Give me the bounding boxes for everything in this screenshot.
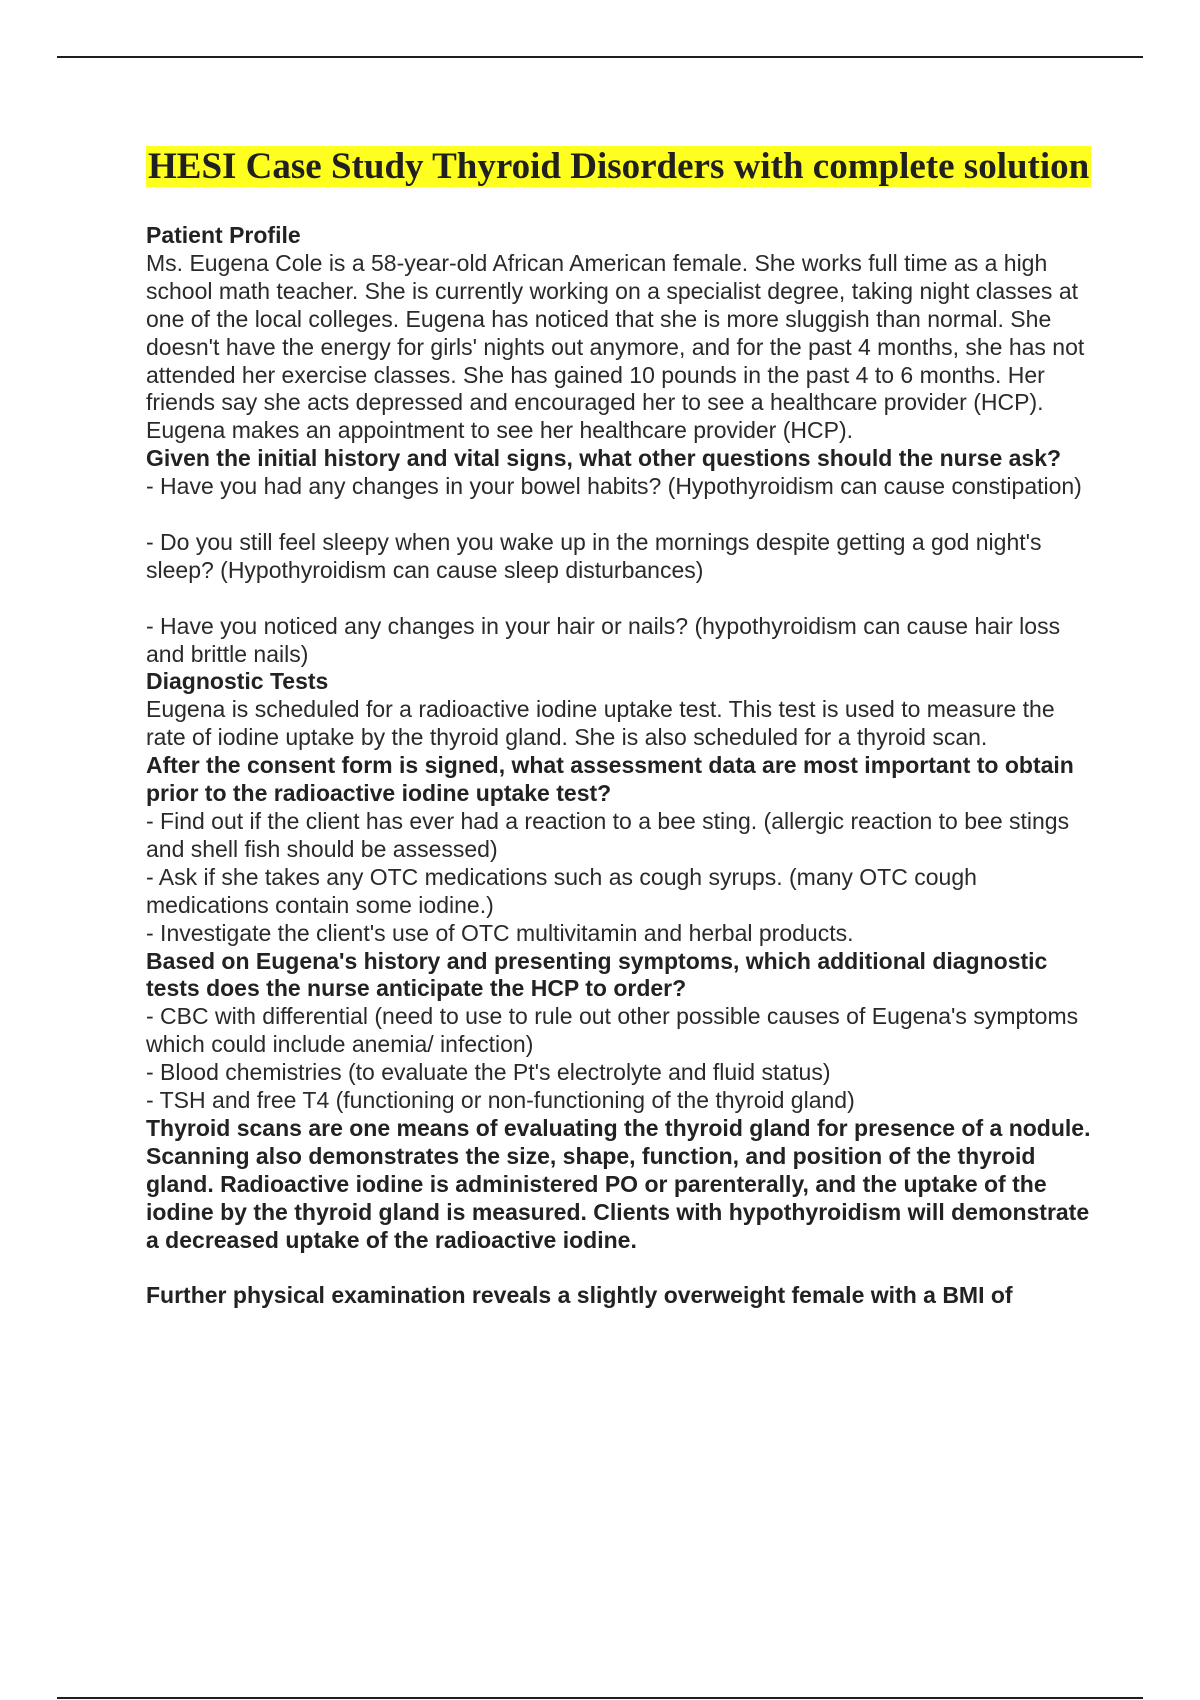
spacer (146, 1255, 1096, 1283)
question-additional-tests: Based on Eugena's history and presenting symptoms, which additional diagnostic tests does the nurse anticipate the HCP to order? (146, 947, 1048, 1002)
bottom-rule (57, 1697, 1143, 1699)
diagnostic-tests-paragraph: Eugena is scheduled for a radioactive iodine uptake test. This test is used to measure the rate of iodine uptake by the thyroid gland. She is also scheduled for a thyroid scan. (146, 696, 1055, 751)
answer-blood-chemistries: - Blood chemistries (to evaluate the Pt's electrolyte and fluid status) (146, 1059, 831, 1086)
answer-otc-medications: - Ask if she takes any OTC medications such as cough syrups. (many OTC cough medications contain some iodine.) (146, 863, 977, 918)
section-heading-diagnostic-tests: Diagnostic Tests (146, 668, 329, 695)
top-rule (57, 56, 1143, 58)
thyroid-scan-paragraph: Thyroid scans are one means of evaluating the thyroid gland for presence of a nodule. Scanning also demonstrates the size, shape, function, and position of the thyroid gland. Radioactive iodine is administered PO or parenterally, and the uptake of the iodine by the thyroid gland is measured. Clients with hypothyroidism will demonstrate a decreased uptake of the radioactive iodine. (146, 1114, 1091, 1253)
answer-cbc: - CBC with differential (need to use to rule out other possible causes of Eugena's symptoms which could include anemia/ infection) (146, 1003, 1079, 1058)
answer-hair-nails: - Have you noticed any changes in your hair or nails? (hypothyroidism can cause hair loss and brittle nails) (146, 612, 1061, 667)
spacer (146, 585, 1096, 613)
spacer (146, 501, 1096, 529)
patient-profile-paragraph: Ms. Eugena Cole is a 58-year-old African American female. She works full time as a high school math teacher. She is currently working on a specialist degree, taking night classes at one of the local colleges. Eugena has noticed that she is more sluggish than normal. She doesn't have the energy for girls' nights out anymore, and for the past 4 months, she has not attended her exercise classes. She has gained 10 pounds in the past 4 to 6 months. Her friends say she acts depressed and encouraged her to see a healthcare provider (HCP). Eugena makes an appointment to see her healthcare provider (HCP). (146, 249, 1085, 444)
question-other-questions: Given the initial history and vital signs, what other questions should the nurse ask? (146, 445, 1062, 472)
answer-sleepy: - Do you still feel sleepy when you wake up in the mornings despite getting a god night's sleep? (Hypothyroidism can cause sleep disturbances) (146, 528, 1042, 583)
document-title (146, 146, 1096, 188)
physical-exam-paragraph: Further physical examination reveals a slightly overweight female with a BMI of (146, 1282, 1013, 1309)
section-heading-patient-profile: Patient Profile (146, 222, 301, 248)
question-assessment-data: After the consent form is signed, what assessment data are most important to obtain prior to the radioactive iodine uptake test? (146, 752, 1074, 807)
title-highlight: HESI Case Study Thyroid Disorders with complete solution (148, 146, 1090, 187)
document-text (146, 222, 1096, 1310)
answer-bowel-habits: - Have you had any changes in your bowel habits? (Hypothyroidism can cause constipation) (146, 473, 1082, 500)
document-body (146, 146, 1096, 1310)
answer-bee-sting: - Find out if the client has ever had a reaction to a bee sting. (allergic reaction to bee stings and shell fish should be assessed) (146, 808, 1070, 862)
answer-tsh-t4: - TSH and free T4 (functioning or non-functioning of the thyroid gland) (146, 1087, 855, 1114)
answer-multivitamin: - Investigate the client's use of OTC multivitamin and herbal products. (146, 919, 854, 946)
